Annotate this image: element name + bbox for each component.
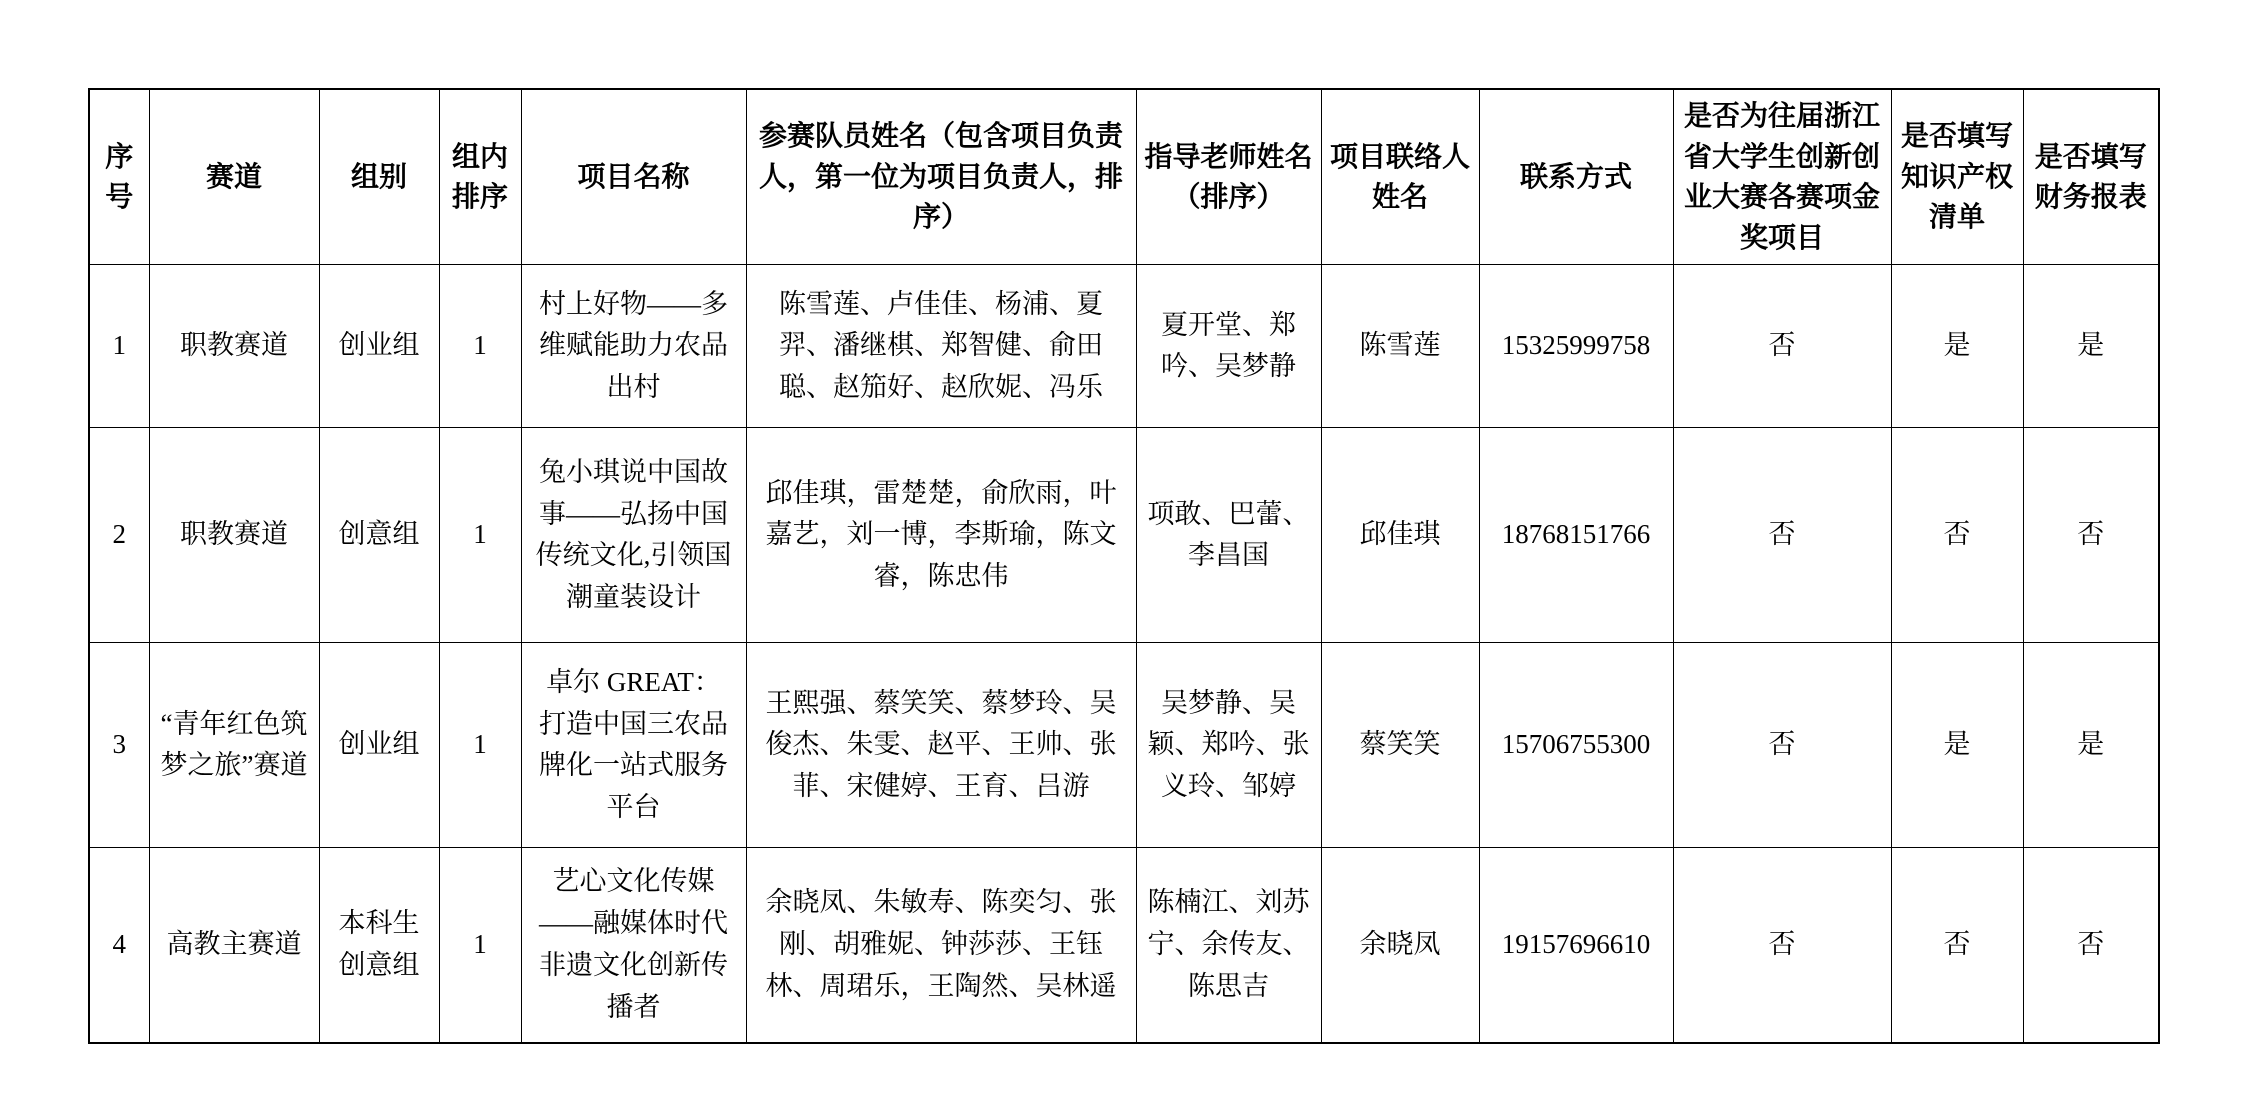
cell-track: 职教赛道 bbox=[149, 265, 319, 428]
cell-group: 本科生创意组 bbox=[319, 848, 439, 1043]
table-row bbox=[89, 265, 2159, 428]
cell-group: 创业组 bbox=[319, 643, 439, 848]
header-seq: 序号 bbox=[89, 89, 149, 265]
cell-contact: 余晓凤 bbox=[1321, 848, 1479, 1043]
cell-members: 余晓凤、朱敏寿、陈奕匀、张刚、胡雅妮、钟莎莎、王钰林、周珺乐，王陶然、吴林遥 bbox=[746, 848, 1136, 1043]
cell-members: 王熙强、蔡笑笑、蔡梦玲、吴俊杰、朱雯、赵平、王帅、张菲、宋健婷、王育、吕游 bbox=[746, 643, 1136, 848]
cell-phone: 18768151766 bbox=[1479, 428, 1673, 643]
cell-ip: 是 bbox=[1891, 265, 2023, 428]
cell-project: 卓尔 GREAT： 打造中国三农品牌化一站式服务平台 bbox=[521, 643, 746, 848]
cell-fin: 否 bbox=[2023, 848, 2159, 1043]
cell-project: 兔小琪说中国故事——弘扬中国传统文化,引领国潮童装设计 bbox=[521, 428, 746, 643]
cell-track: 职教赛道 bbox=[149, 428, 319, 643]
cell-gold: 否 bbox=[1673, 848, 1891, 1043]
cell-project: 艺心文化传媒——融媒体时代非遗文化创新传播者 bbox=[521, 848, 746, 1043]
cell-rank: 1 bbox=[439, 265, 521, 428]
cell-fin: 是 bbox=[2023, 643, 2159, 848]
table-header-row bbox=[89, 89, 2159, 265]
cell-ip: 否 bbox=[1891, 848, 2023, 1043]
header-ip: 是否填写知识产权清单 bbox=[1891, 89, 2023, 265]
cell-contact: 蔡笑笑 bbox=[1321, 643, 1479, 848]
cell-project: 村上好物——多维赋能助力农品出村 bbox=[521, 265, 746, 428]
cell-advisors: 陈楠江、刘苏宁、余传友、陈思吉 bbox=[1136, 848, 1321, 1043]
header-advisors: 指导老师姓名（排序） bbox=[1136, 89, 1321, 265]
cell-fin: 否 bbox=[2023, 428, 2159, 643]
cell-phone: 15325999758 bbox=[1479, 265, 1673, 428]
table-row bbox=[89, 848, 2159, 1043]
cell-ip: 是 bbox=[1891, 643, 2023, 848]
cell-advisors: 吴梦静、吴颖、郑吟、张义玲、邹婷 bbox=[1136, 643, 1321, 848]
cell-seq: 4 bbox=[89, 848, 149, 1043]
cell-members: 陈雪莲、卢佳佳、杨浦、夏羿、潘继棋、郑智健、俞田聪、赵笳好、赵欣妮、冯乐 bbox=[746, 265, 1136, 428]
cell-track: “青年红色筑梦之旅”赛道 bbox=[149, 643, 319, 848]
cell-fin: 是 bbox=[2023, 265, 2159, 428]
header-phone: 联系方式 bbox=[1479, 89, 1673, 265]
table-row bbox=[89, 428, 2159, 643]
header-project: 项目名称 bbox=[521, 89, 746, 265]
cell-members: 邱佳琪，雷楚楚，俞欣雨，叶嘉艺，刘一博，李斯瑜，陈文睿，陈忠伟 bbox=[746, 428, 1136, 643]
cell-group: 创意组 bbox=[319, 428, 439, 643]
header-track: 赛道 bbox=[149, 89, 319, 265]
table-row bbox=[89, 643, 2159, 848]
cell-seq: 1 bbox=[89, 265, 149, 428]
cell-phone: 19157696610 bbox=[1479, 848, 1673, 1043]
cell-ip: 否 bbox=[1891, 428, 2023, 643]
cell-contact: 邱佳琪 bbox=[1321, 428, 1479, 643]
cell-gold: 否 bbox=[1673, 643, 1891, 848]
header-rank: 组内排序 bbox=[439, 89, 521, 265]
cell-rank: 1 bbox=[439, 848, 521, 1043]
header-fin: 是否填写财务报表 bbox=[2023, 89, 2159, 265]
cell-seq: 3 bbox=[89, 643, 149, 848]
header-gold: 是否为往届浙江省大学生创新创业大赛各赛项金奖项目 bbox=[1673, 89, 1891, 265]
competition-roster-table bbox=[88, 88, 2160, 1044]
cell-rank: 1 bbox=[439, 428, 521, 643]
cell-contact: 陈雪莲 bbox=[1321, 265, 1479, 428]
cell-phone: 15706755300 bbox=[1479, 643, 1673, 848]
cell-gold: 否 bbox=[1673, 265, 1891, 428]
cell-advisors: 项敢、巴蕾、李昌国 bbox=[1136, 428, 1321, 643]
header-members: 参赛队员姓名（包含项目负责人，第一位为项目负责人，排序） bbox=[746, 89, 1136, 265]
cell-seq: 2 bbox=[89, 428, 149, 643]
cell-track: 高教主赛道 bbox=[149, 848, 319, 1043]
cell-gold: 否 bbox=[1673, 428, 1891, 643]
header-contact: 项目联络人姓名 bbox=[1321, 89, 1479, 265]
cell-advisors: 夏开堂、郑吟、吴梦静 bbox=[1136, 265, 1321, 428]
cell-group: 创业组 bbox=[319, 265, 439, 428]
cell-rank: 1 bbox=[439, 643, 521, 848]
header-group: 组别 bbox=[319, 89, 439, 265]
